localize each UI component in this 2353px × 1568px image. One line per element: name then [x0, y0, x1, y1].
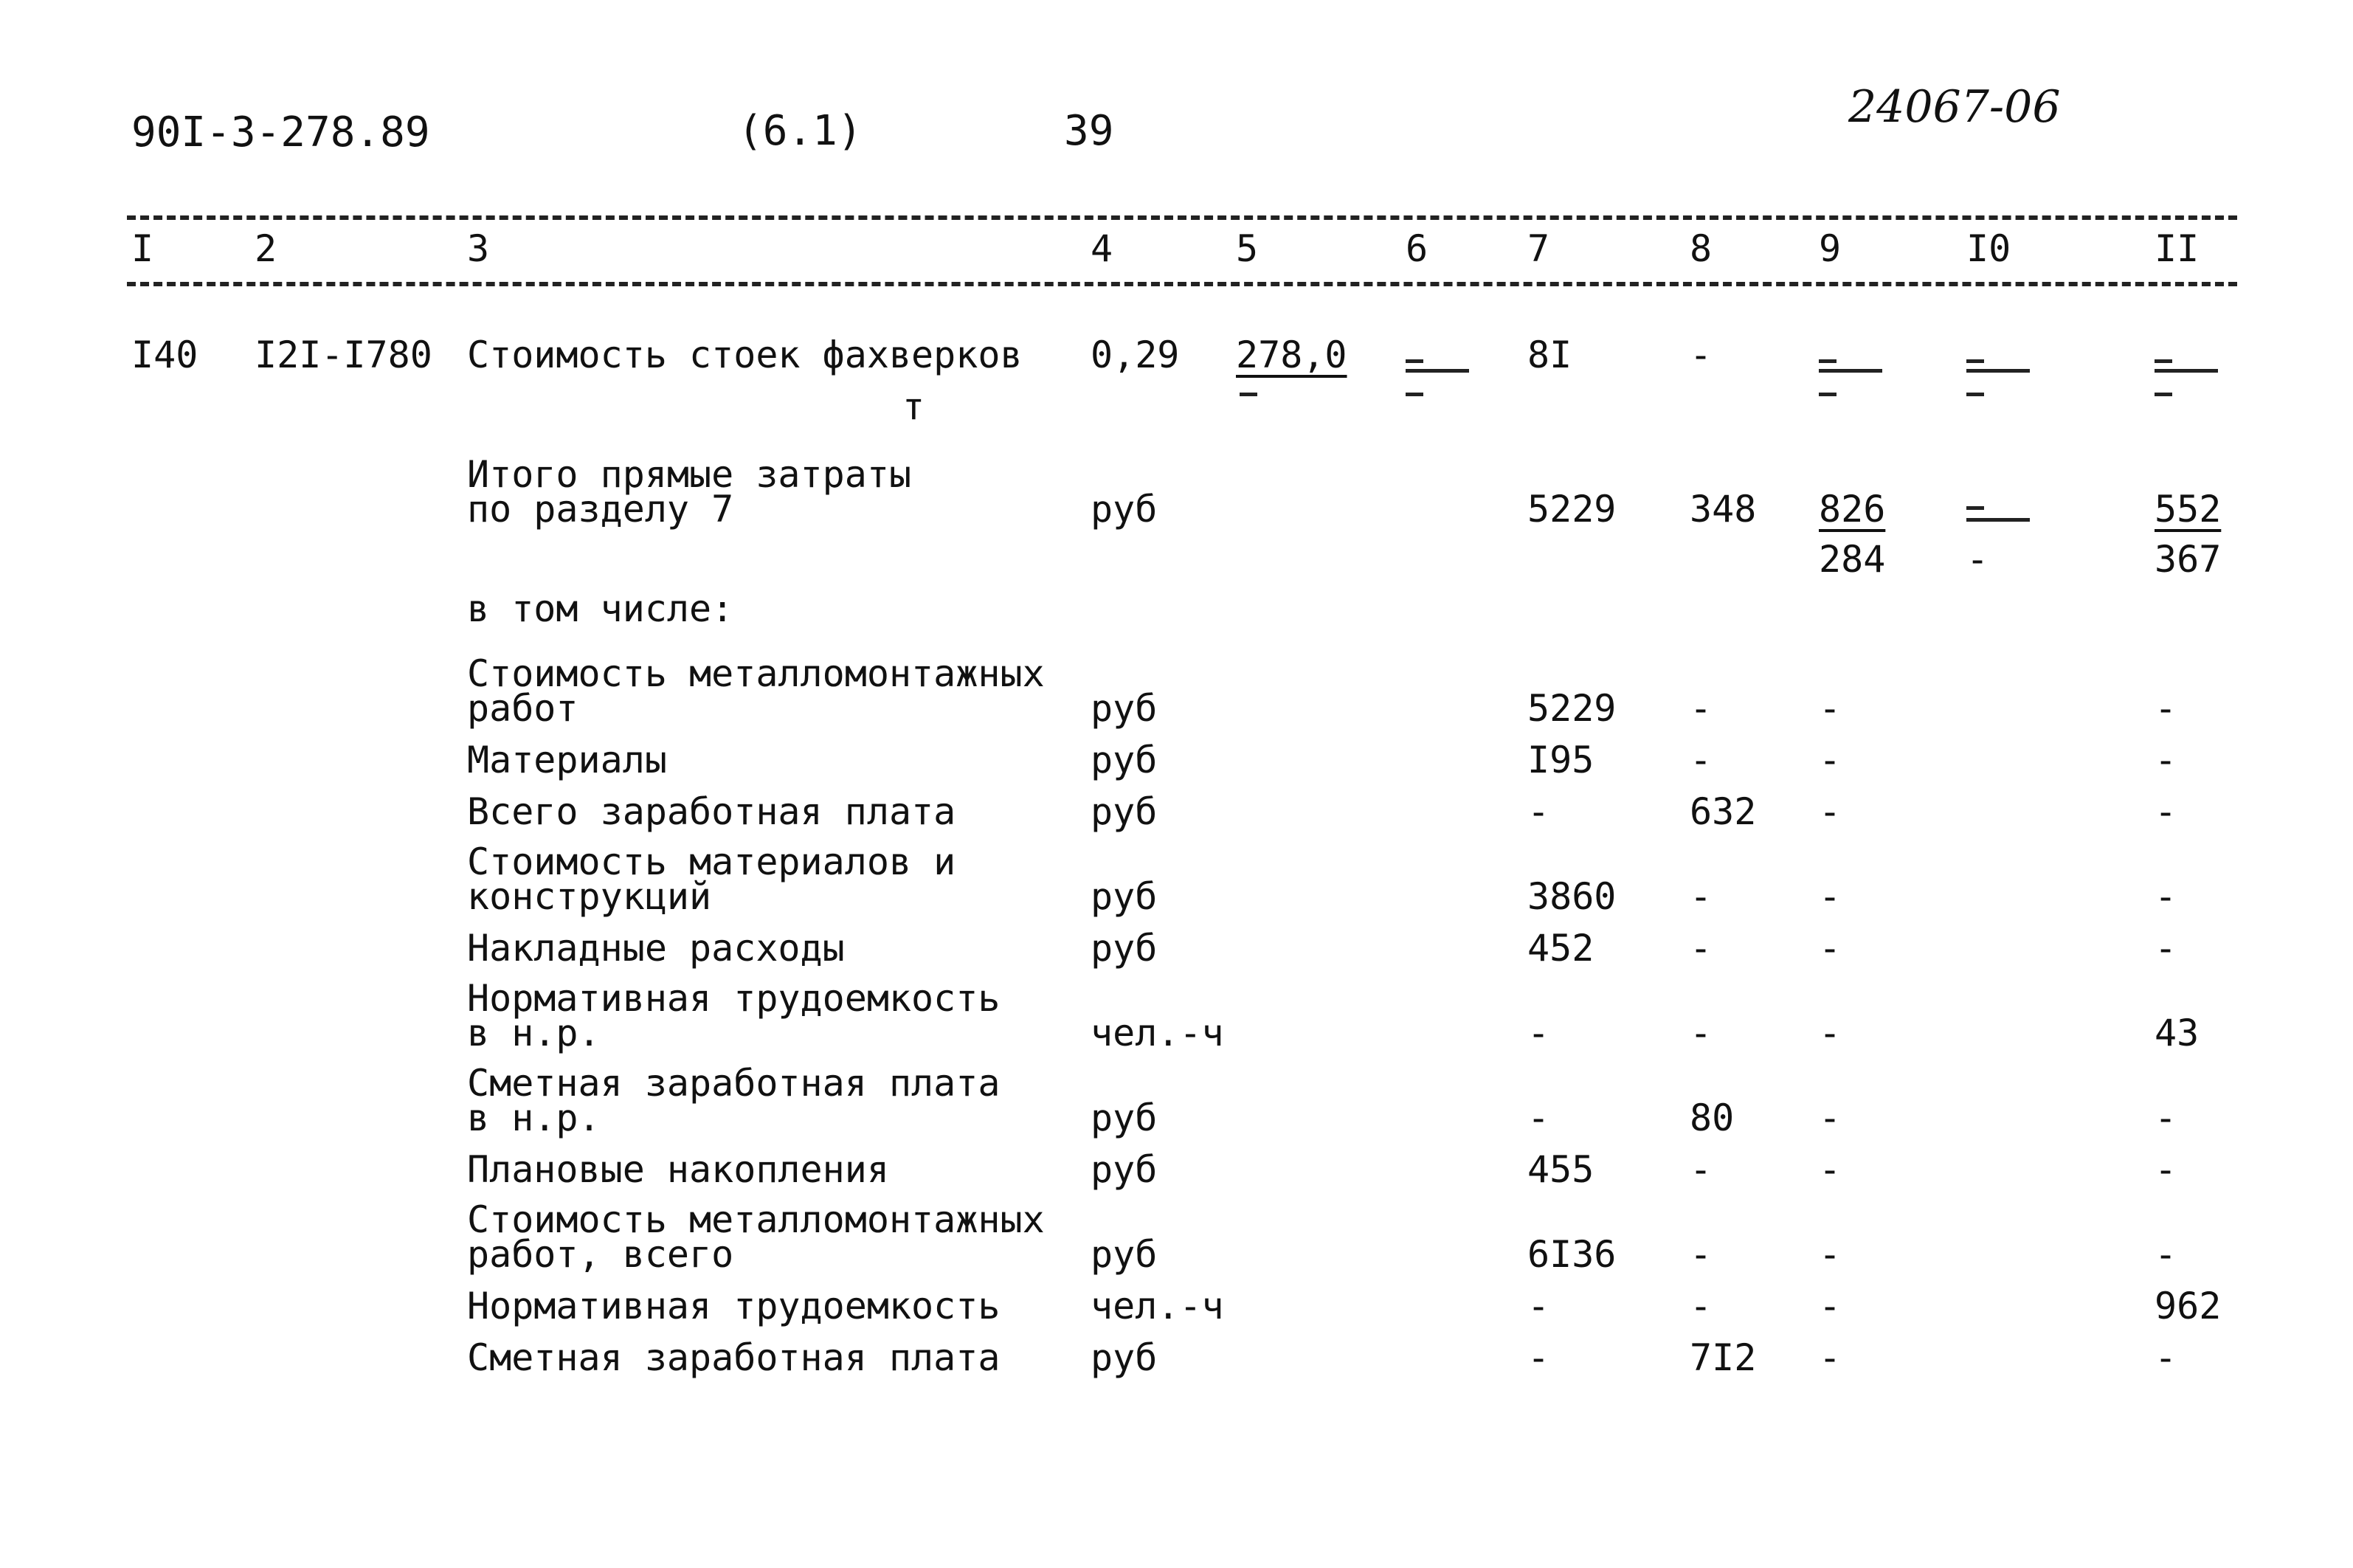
total-col10-dash — [1966, 506, 1984, 510]
item-unit: руб — [1091, 739, 1158, 781]
item-label-line2: в н.р. — [467, 1096, 601, 1139]
item-col8: - — [1690, 739, 1713, 781]
item-col7: 452 — [1527, 927, 1594, 970]
row-number: I40 — [131, 334, 198, 376]
item-label-line1: Сметная заработная плата — [467, 1062, 1001, 1105]
column-header-1: I — [131, 227, 154, 270]
column-header-10: I0 — [1966, 227, 2011, 270]
item-col11: - — [2155, 1148, 2177, 1191]
item-col8: - — [1690, 1012, 1713, 1054]
item-label-line1: Плановые накопления — [467, 1148, 889, 1191]
item-col8: - — [1690, 1233, 1713, 1276]
col10-dash — [1966, 359, 1984, 363]
item-col11: 43 — [2155, 1012, 2200, 1054]
item-unit: руб — [1091, 1336, 1158, 1379]
item-unit: руб — [1091, 790, 1158, 833]
item-col8: - — [1690, 687, 1713, 730]
row-quantity: 0,29 — [1091, 334, 1180, 376]
item-unit: руб — [1091, 1096, 1158, 1139]
item-col9: - — [1819, 790, 1842, 833]
row-col8: - — [1690, 334, 1713, 376]
item-col9: - — [1819, 1233, 1842, 1276]
item-unit: чел.-ч — [1091, 1012, 1224, 1054]
total-col10-bottom: - — [1966, 538, 1989, 581]
price-sub-dash — [1240, 393, 1257, 396]
item-col11: - — [2155, 739, 2177, 781]
row-name: Стоимость стоек фахверков — [467, 334, 1023, 376]
col10-sub-dash — [1966, 393, 1984, 396]
item-unit: руб — [1091, 1148, 1158, 1191]
total-col7: 5229 — [1527, 488, 1617, 531]
page-number: 39 — [1064, 107, 1114, 155]
column-header-11: II — [2155, 227, 2200, 270]
item-label-line1: Нормативная трудоемкость — [467, 1285, 1001, 1327]
item-unit: руб — [1091, 1233, 1158, 1276]
item-col7: 455 — [1527, 1148, 1594, 1191]
item-col11: - — [2155, 790, 2177, 833]
total-col11-top: 552 — [2155, 488, 2222, 531]
item-col11: - — [2155, 1233, 2177, 1276]
total-col11-bottom: 367 — [2155, 538, 2222, 581]
column-header-8: 8 — [1690, 227, 1713, 270]
col9-line — [1819, 369, 1882, 373]
col6-sub-dash — [1406, 393, 1423, 396]
item-label-line2: конструкций — [467, 875, 712, 918]
total-label-line1: Итого прямые затраты — [467, 453, 912, 496]
item-col11: - — [2155, 687, 2177, 730]
table-header-rule — [127, 282, 2237, 286]
item-col11: - — [2155, 875, 2177, 918]
column-header-6: 6 — [1406, 227, 1428, 270]
total-label-line2: по разделу 7 — [467, 488, 734, 531]
item-col7: - — [1527, 1096, 1550, 1139]
item-col7: 3860 — [1527, 875, 1617, 918]
row-unit: т — [902, 385, 925, 428]
column-header-7: 7 — [1527, 227, 1550, 270]
handwritten-stamp: 24067-06 — [1848, 81, 2061, 133]
total-col8: 348 — [1690, 488, 1757, 531]
item-col8: 80 — [1690, 1096, 1735, 1139]
item-col9: - — [1819, 1336, 1842, 1379]
column-header-9: 9 — [1819, 227, 1842, 270]
item-col8: - — [1690, 1285, 1713, 1327]
item-col9: - — [1819, 1285, 1842, 1327]
item-col11: - — [2155, 1336, 2177, 1379]
col6-line — [1406, 369, 1469, 373]
item-col8: 7I2 — [1690, 1336, 1757, 1379]
item-col9: - — [1819, 1096, 1842, 1139]
item-label-line2: работ — [467, 687, 578, 730]
col10-line — [1966, 369, 2030, 373]
row-price: 278,0 — [1236, 334, 1347, 376]
col11-line — [2155, 369, 2218, 373]
item-label-line1: Стоимость материалов и — [467, 840, 956, 883]
item-label-line1: Нормативная трудоемкость — [467, 977, 1001, 1020]
item-label-line1: Материалы — [467, 739, 667, 781]
row-code: I2I-I780 — [255, 334, 432, 376]
item-label-line2: в н.р. — [467, 1012, 601, 1054]
col11-dash — [2155, 359, 2172, 363]
total-col9-bottom: 284 — [1819, 538, 1886, 581]
col9-sub-dash — [1819, 393, 1837, 396]
item-col11: - — [2155, 927, 2177, 970]
total-col10-line — [1966, 518, 2030, 522]
item-unit: руб — [1091, 875, 1158, 918]
item-col9: - — [1819, 1012, 1842, 1054]
row-total: 8I — [1527, 334, 1572, 376]
item-col9: - — [1819, 1148, 1842, 1191]
item-label-line1: Накладные расходы — [467, 927, 845, 970]
including-label: в том числе: — [467, 587, 734, 630]
item-col7: 6I36 — [1527, 1233, 1617, 1276]
item-label-line1: Стоимость металломонтажных — [467, 1198, 1045, 1241]
item-label-line1: Стоимость металломонтажных — [467, 652, 1045, 695]
table-top-rule — [127, 215, 2237, 220]
item-unit: чел.-ч — [1091, 1285, 1224, 1327]
document-code: 90I-3-278.89 — [131, 108, 430, 156]
item-col7: - — [1527, 1336, 1550, 1379]
item-col8: - — [1690, 1148, 1713, 1191]
item-unit: руб — [1091, 927, 1158, 970]
total-col9-top: 826 — [1819, 488, 1886, 531]
column-header-3: 3 — [467, 227, 490, 270]
item-label-line2: работ, всего — [467, 1233, 734, 1276]
item-col11: - — [2155, 1096, 2177, 1139]
item-label-line1: Всего заработная плата — [467, 790, 956, 833]
item-col9: - — [1819, 927, 1842, 970]
col9-dash — [1819, 359, 1837, 363]
item-col9: - — [1819, 687, 1842, 730]
item-col9: - — [1819, 739, 1842, 781]
item-unit: руб — [1091, 687, 1158, 730]
item-col8: - — [1690, 927, 1713, 970]
item-col7: - — [1527, 1285, 1550, 1327]
section-number: (6.1) — [738, 107, 863, 155]
col11-sub-dash — [2155, 393, 2172, 396]
item-col7: - — [1527, 1012, 1550, 1054]
total-unit: руб — [1091, 488, 1158, 531]
item-col8: 632 — [1690, 790, 1757, 833]
item-col7: 5229 — [1527, 687, 1617, 730]
item-label-line1: Сметная заработная плата — [467, 1336, 1001, 1379]
item-col9: - — [1819, 875, 1842, 918]
item-col11: 962 — [2155, 1285, 2222, 1327]
item-col7: - — [1527, 790, 1550, 833]
item-col7: I95 — [1527, 739, 1594, 781]
column-header-5: 5 — [1236, 227, 1259, 270]
column-header-2: 2 — [255, 227, 277, 270]
item-col8: - — [1690, 875, 1713, 918]
col6-dash — [1406, 359, 1423, 363]
column-header-4: 4 — [1091, 227, 1113, 270]
